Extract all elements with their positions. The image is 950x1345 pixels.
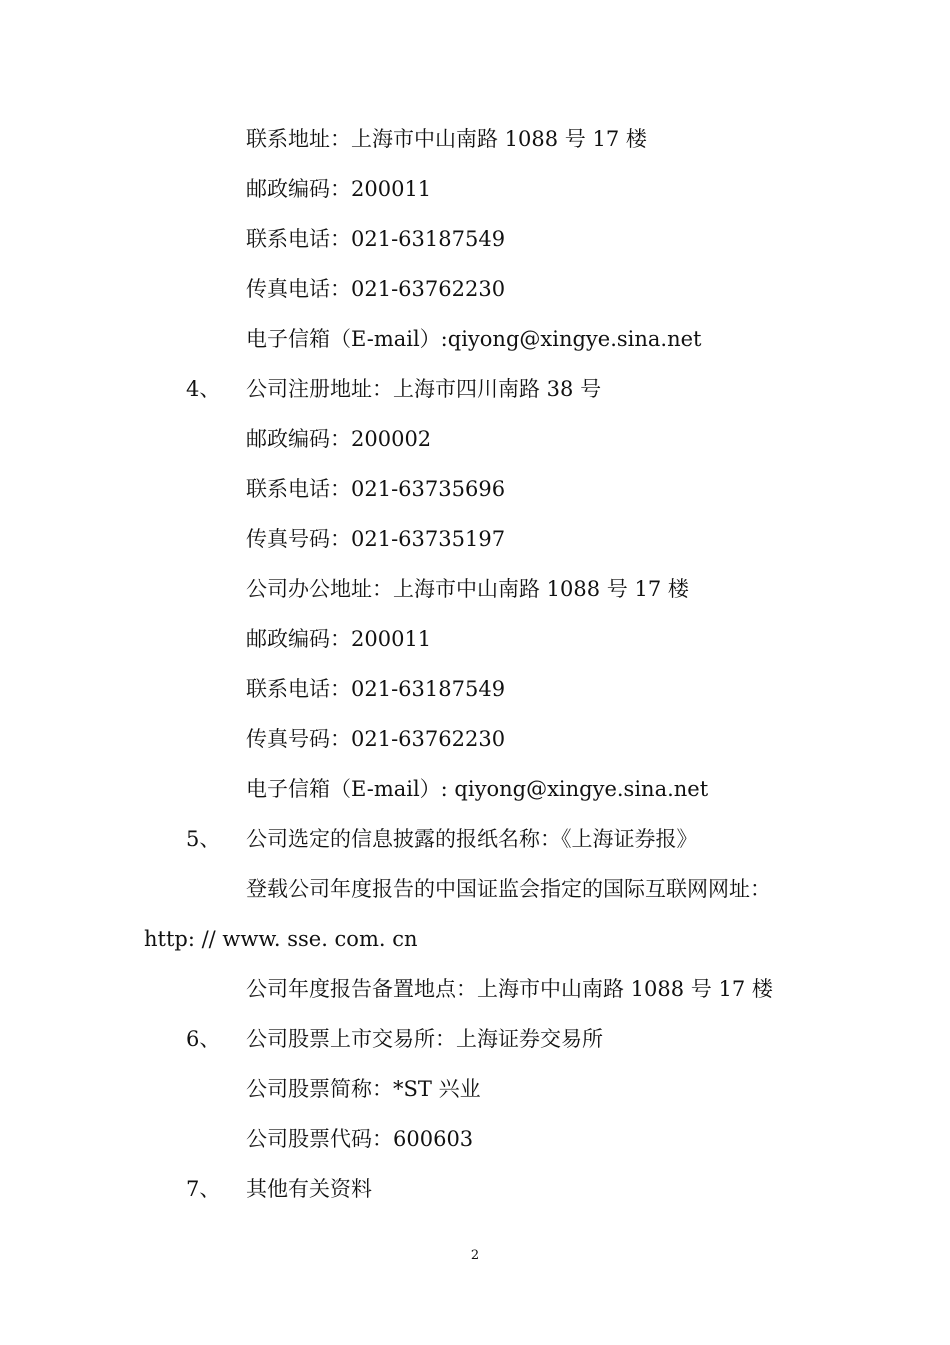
stock-exchange: 公司股票上市交易所：上海证券交易所 [246, 1027, 603, 1051]
item-number-6: 6、 [186, 1027, 221, 1051]
contact-address: 联系地址：上海市中山南路 1088 号 17 楼 [246, 127, 647, 151]
office-address: 公司办公地址：上海市中山南路 1088 号 17 楼 [246, 577, 689, 601]
postal-code: 邮政编码：200011 [246, 177, 432, 201]
office-email: 电子信箱（E-mail）: qiyong@xingye.sina.net [246, 777, 709, 801]
stock-short-name: 公司股票简称：*ST 兴业 [246, 1077, 481, 1101]
registered-phone: 联系电话：021-63735696 [246, 477, 506, 501]
registered-fax: 传真号码：021-63735197 [246, 527, 506, 551]
website-label: 登载公司年度报告的中国证监会指定的国际互联网网址： [246, 877, 771, 901]
report-location: 公司年度报告备置地点：上海市中山南路 1088 号 17 楼 [246, 977, 773, 1001]
page-number: 2 [470, 1248, 480, 1263]
item-number-4: 4、 [186, 377, 221, 401]
registered-postal-code: 邮政编码：200002 [246, 427, 432, 451]
office-postal-code: 邮政编码：200011 [246, 627, 432, 651]
office-fax: 传真号码：021-63762230 [246, 727, 506, 751]
other-info-heading: 其他有关资料 [246, 1177, 372, 1201]
office-phone: 联系电话：021-63187549 [246, 677, 506, 701]
registered-address: 公司注册地址：上海市四川南路 38 号 [246, 377, 602, 401]
fax-phone: 传真电话：021-63762230 [246, 277, 506, 301]
website-url: http: // www. sse. com. cn [144, 927, 418, 951]
contact-phone: 联系电话：021-63187549 [246, 227, 506, 251]
item-number-7: 7、 [186, 1177, 221, 1201]
email: 电子信箱（E-mail）:qiyong@xingye.sina.net [246, 327, 702, 351]
item-number-5: 5、 [186, 827, 221, 851]
stock-code: 公司股票代码：600603 [246, 1127, 474, 1151]
disclosure-newspaper: 公司选定的信息披露的报纸名称：《上海证券报》 [246, 827, 698, 851]
